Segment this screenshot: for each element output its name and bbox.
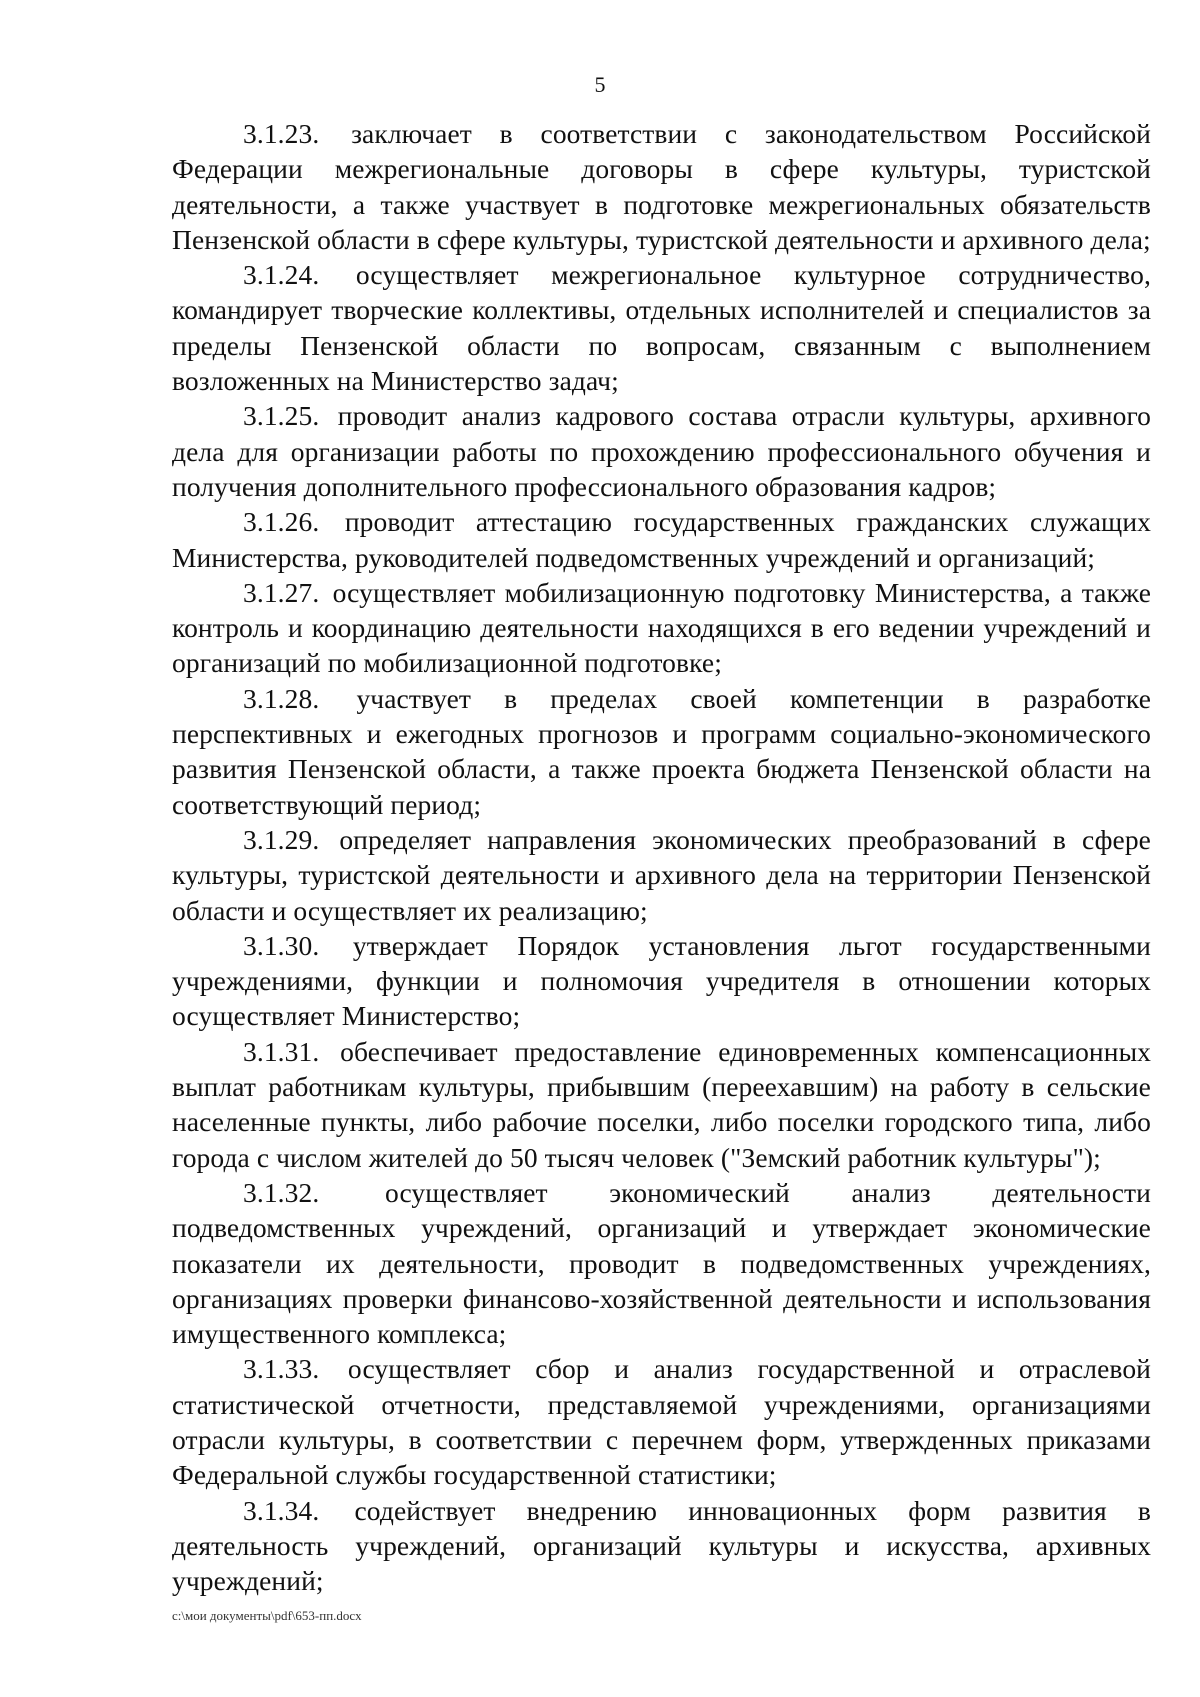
paragraph-number: 3.1.31. bbox=[243, 1035, 320, 1067]
paragraph-number: 3.1.30. bbox=[243, 929, 320, 961]
paragraph-text: определяет направления экономических преобразований в сфере культуры, туристской деятельности и архивного дела на территории Пензенской области и осуществляет их реализацию; bbox=[172, 823, 1151, 926]
paragraph-3-1-33 bbox=[172, 1351, 1151, 1492]
paragraph-number: 3.1.29. bbox=[243, 823, 320, 855]
paragraph-3-1-25 bbox=[172, 398, 1151, 504]
footer-file-path: c:\мои документы\pdf\653-пп.docx bbox=[172, 1608, 362, 1623]
paragraph-text: участвует в пределах своей компетенции в разработке перспективных и ежегодных прогнозов и программ социально-экономического развития Пензенской области, а также проекта бюджета Пензенской области на соответствующий период; bbox=[172, 682, 1152, 820]
paragraph-3-1-34 bbox=[172, 1493, 1151, 1599]
paragraph-text: осуществляет межрегиональное культурное сотрудничество, командирует творческие коллективы, отдельных исполнителей и специалистов за пределы Пензенской области по вопросам, связанным с выполнением возложенных на Министерство задач; bbox=[172, 259, 1151, 397]
paragraph-3-1-29 bbox=[172, 822, 1151, 928]
paragraph-text: осуществляет экономический анализ деятельности подведомственных учреждений, организаций и утверждает экономические показатели их деятельности, проводит в подведомственных учреждениях, организациях проверки финансово-хозяйственной деятельности и использования имущественного комплекса; bbox=[172, 1176, 1151, 1350]
paragraph-3-1-31 bbox=[172, 1034, 1151, 1175]
paragraph-3-1-28 bbox=[172, 681, 1151, 822]
paragraph-number: 3.1.33. bbox=[243, 1353, 320, 1385]
paragraph-3-1-24 bbox=[172, 257, 1151, 398]
paragraph-number: 3.1.24. bbox=[243, 259, 320, 291]
paragraph-3-1-23 bbox=[172, 116, 1151, 257]
paragraph-number: 3.1.26. bbox=[243, 506, 320, 538]
paragraph-text: заключает в соответствии с законодательством Российской Федерации межрегиональные договоры в сфере культуры, туристской деятельности, а также участвует в подготовке межрегиональных обязательств Пензенской области в сфере культуры, туристской деятельности и архивного дела; bbox=[172, 118, 1151, 255]
paragraph-number: 3.1.28. bbox=[243, 682, 320, 714]
paragraph-number: 3.1.34. bbox=[243, 1494, 320, 1526]
paragraph-text: обеспечивает предоставление единовременных компенсационных выплат работникам культуры, прибывшим (переехавшим) на работу в сельские населенные пункты, либо рабочие поселки, либо поселки городского типа, либо города с числом жителей до 50 тысяч человек ("Земский работник культуры"); bbox=[172, 1035, 1151, 1173]
paragraph-number: 3.1.23. bbox=[243, 118, 320, 149]
paragraph-3-1-32 bbox=[172, 1175, 1151, 1351]
paragraph-text: утверждает Порядок установления льгот государственными учреждениями, функции и полномочия учредителя в отношении которых осуществляет Министерство; bbox=[172, 929, 1151, 1032]
document-body bbox=[172, 116, 1151, 1598]
paragraph-3-1-26 bbox=[172, 504, 1151, 575]
paragraph-text: осуществляет мобилизационную подготовку Министерства, а также контроль и координацию деятельности находящихся в его ведении учреждений и организаций по мобилизационной подготовке; bbox=[172, 576, 1151, 679]
paragraph-number: 3.1.32. bbox=[243, 1176, 320, 1208]
paragraph-text: проводит анализ кадрового состава отрасли культуры, архивного дела для организации работы по прохождению профессионального обучения и получения дополнительного профессионального образования кадров; bbox=[172, 400, 1151, 502]
page-number: 5 bbox=[594, 72, 606, 97]
paragraph-number: 3.1.27. bbox=[243, 576, 320, 608]
paragraph-number: 3.1.25. bbox=[243, 400, 320, 432]
paragraph-3-1-30 bbox=[172, 928, 1151, 1034]
paragraph-text: проводит аттестацию государственных гражданских служащих Министерства, руководителей подведомственных учреждений и организаций; bbox=[172, 506, 1151, 573]
paragraph-text: осуществляет сбор и анализ государственной и отраслевой статистической отчетности, представляемой учреждениями, организациями отрасли культуры, в соответствии с перечнем форм, утвержденных приказами Федеральной службы государственной статистики; bbox=[172, 1353, 1151, 1491]
paragraph-3-1-27 bbox=[172, 575, 1151, 681]
paragraph-text: содействует внедрению инновационных форм развития в деятельность учреждений, организаций культуры и искусства, архивных учреждений; bbox=[172, 1494, 1151, 1597]
